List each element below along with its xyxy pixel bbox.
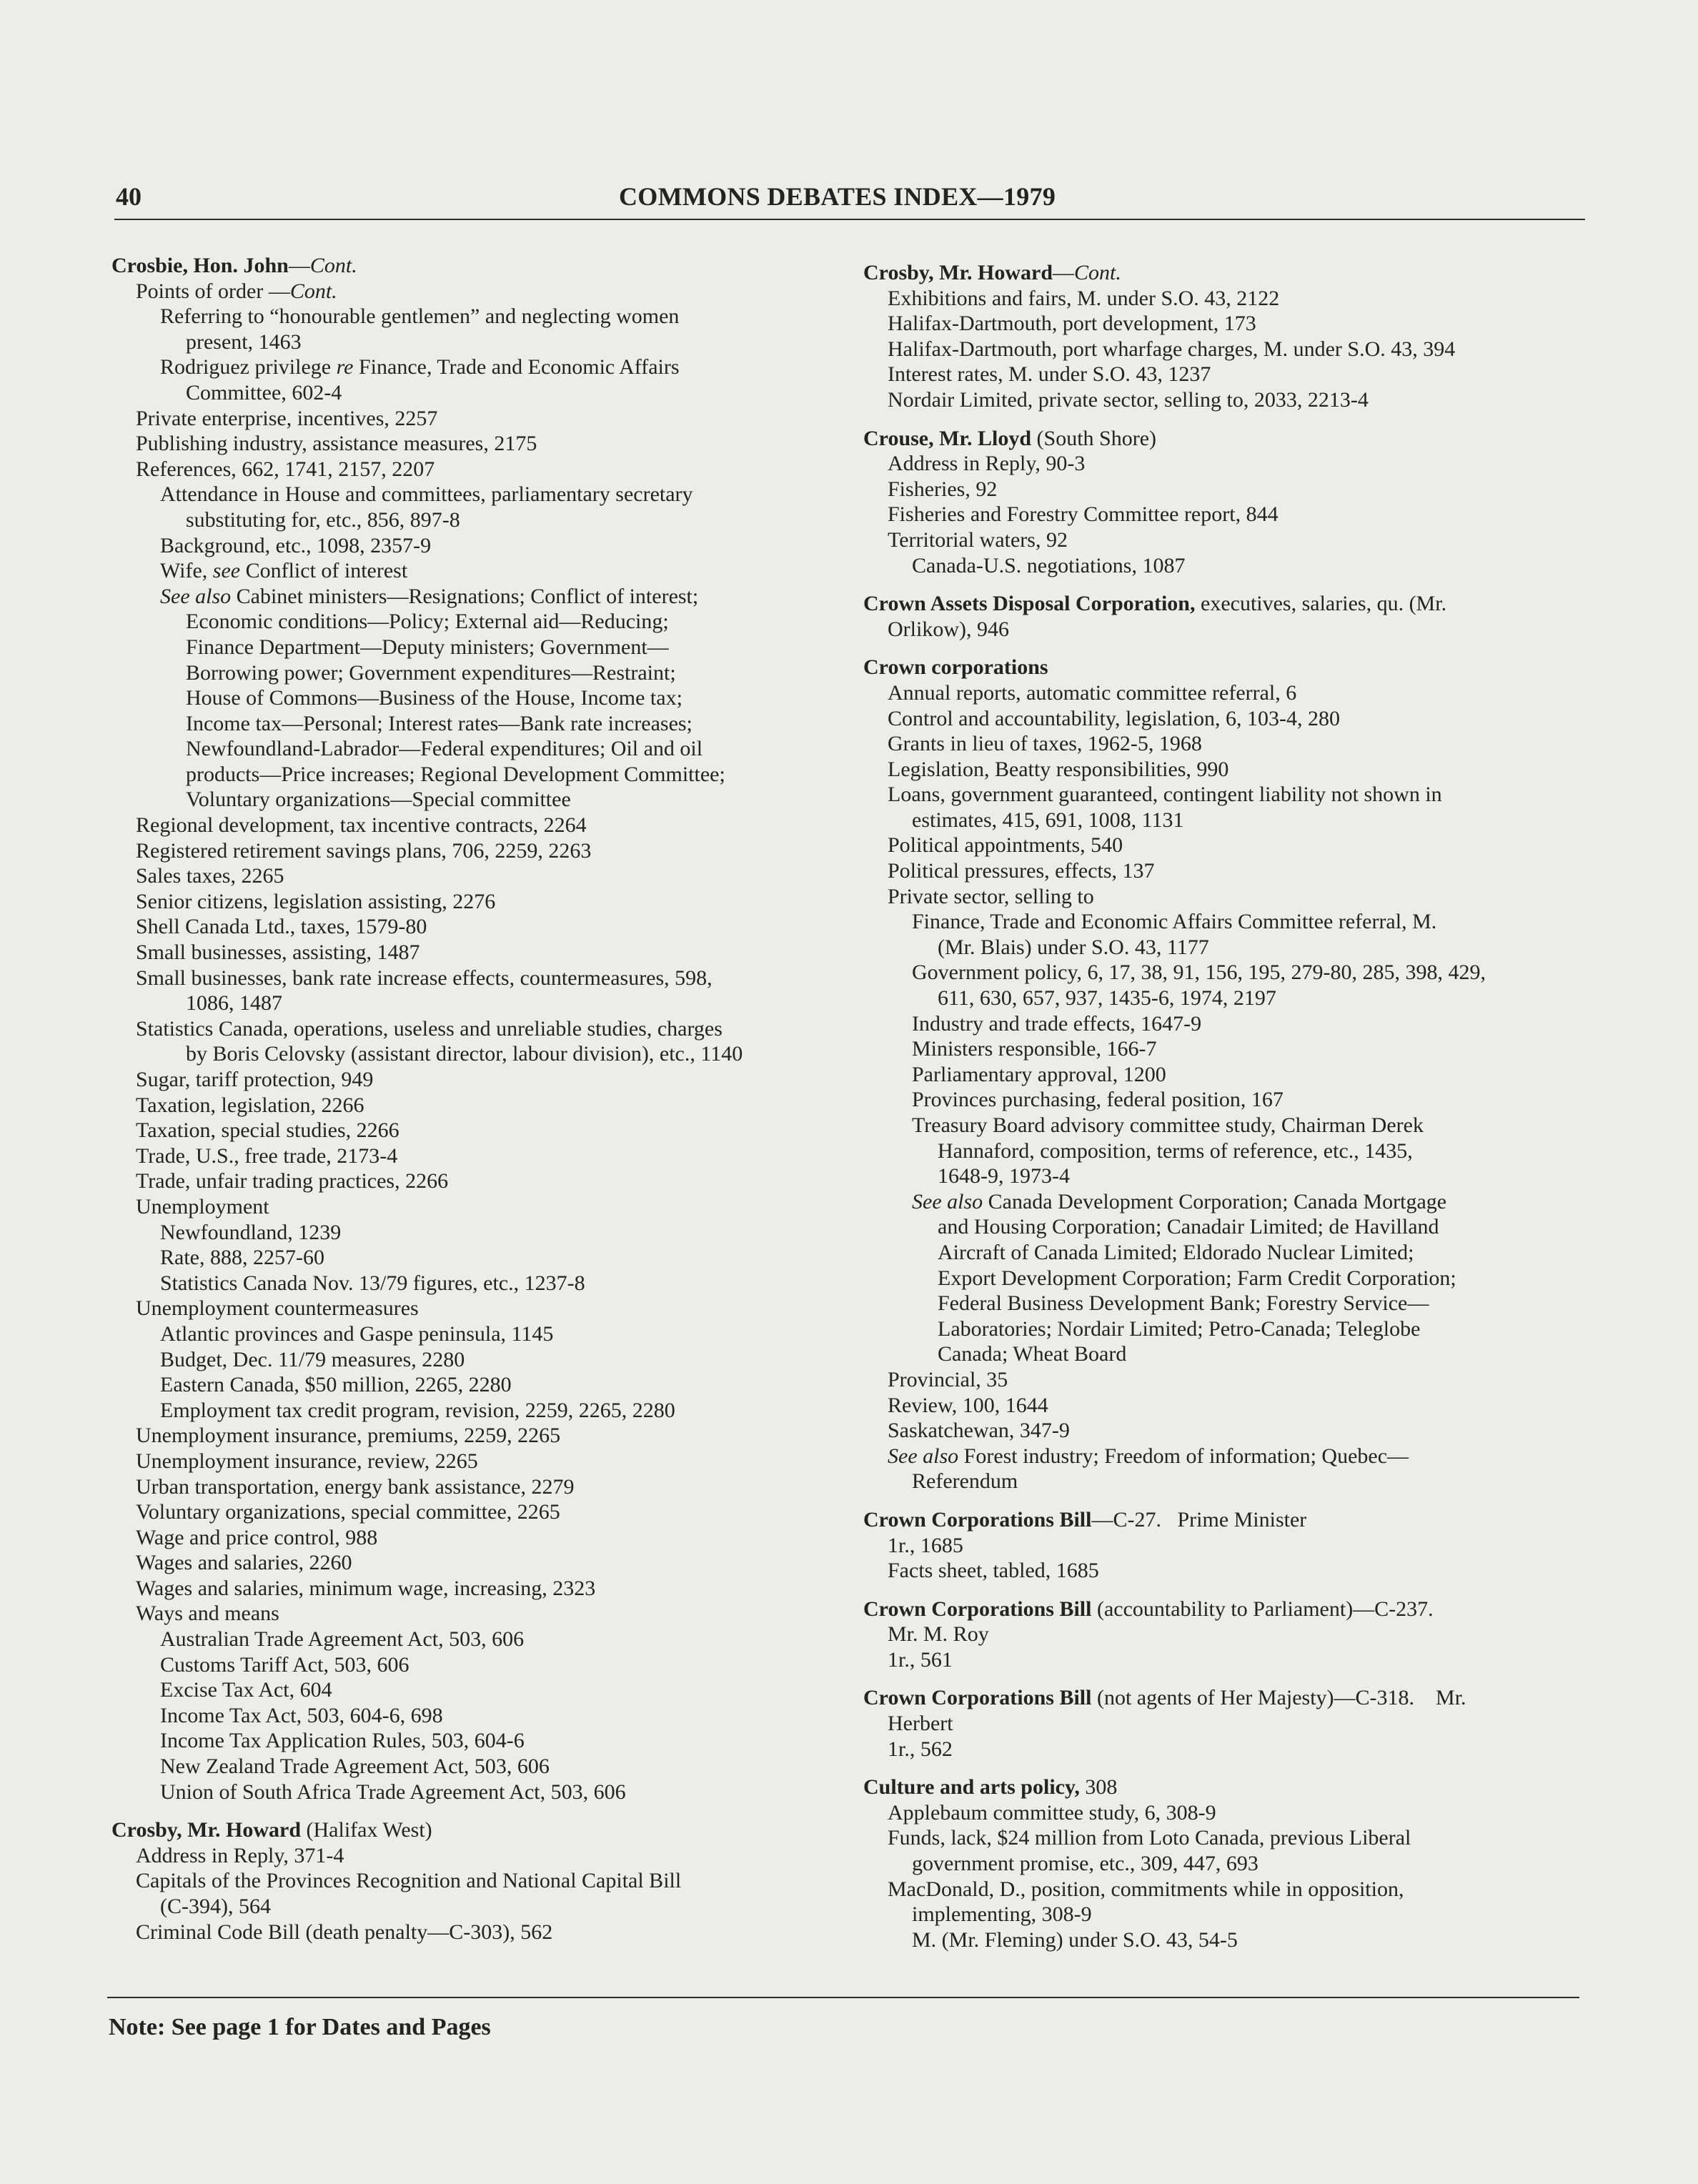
entry-text: 1648-9, 1973-4 bbox=[938, 1164, 1070, 1188]
entry-text: Exhibitions and fairs, M. under S.O. 43, 2122 bbox=[888, 286, 1280, 310]
entry-text: Regional development, tax incentive contracts, 2264 bbox=[136, 813, 587, 838]
index-subentry-line bbox=[111, 1016, 855, 1042]
index-heading-line bbox=[863, 1774, 1592, 1800]
entry-heading-text: Crosbie, Hon. John bbox=[111, 254, 289, 277]
entry-text: 1r., 561 bbox=[888, 1647, 953, 1672]
index-subentry-line bbox=[111, 635, 855, 660]
index-subentry-line bbox=[863, 1622, 1592, 1647]
entry-text: Forest industry; Freedom of information; Quebec— bbox=[958, 1444, 1409, 1468]
entry-text: (South Shore) bbox=[1031, 426, 1157, 450]
index-subentry-line bbox=[863, 1877, 1592, 1902]
index-subentry-line bbox=[111, 1474, 855, 1500]
index-subentry-line bbox=[863, 1393, 1592, 1419]
entry-text: Federal Business Development Bank; Forestry Service— bbox=[938, 1291, 1429, 1316]
entry-text: 1r., 1685 bbox=[888, 1533, 963, 1557]
index-subentry-line bbox=[863, 1558, 1592, 1584]
index-subentry-line bbox=[111, 736, 855, 762]
index-subentry-line bbox=[111, 1347, 855, 1373]
entry-text: Taxation, special studies, 2266 bbox=[136, 1118, 399, 1143]
entry-text: Legislation, Beatty responsibilities, 990 bbox=[888, 757, 1229, 781]
entry-text: Ministers responsible, 166-7 bbox=[912, 1037, 1157, 1061]
index-subentry-line bbox=[111, 457, 855, 482]
index-subentry-line bbox=[863, 311, 1592, 337]
index-subentry-line bbox=[863, 986, 1592, 1011]
index-subentry-line bbox=[863, 680, 1592, 706]
index-subentry-line bbox=[111, 762, 855, 788]
entry-text: Australian Trade Agreement Act, 503, 606 bbox=[160, 1627, 525, 1652]
entry-text: (Halifax West) bbox=[301, 1818, 432, 1842]
entry-text: Fisheries and Forestry Committee report, 844 bbox=[888, 502, 1279, 527]
index-subentry-line bbox=[863, 553, 1592, 579]
entry-text: Laboratories; Nordair Limited; Petro-Canada; Teleglobe bbox=[938, 1316, 1421, 1341]
left-index-column bbox=[111, 253, 855, 1945]
entry-text: Registered retirement savings plans, 706, 2259, 2263 bbox=[136, 838, 592, 863]
index-subentry-line bbox=[863, 960, 1592, 986]
index-subentry-line bbox=[111, 584, 855, 610]
index-subentry-line bbox=[111, 1067, 855, 1093]
footer-rule bbox=[107, 1997, 1579, 1998]
entry-text: Income Tax Act, 503, 604-6, 698 bbox=[160, 1703, 443, 1727]
entry-text: Eastern Canada, $50 million, 2265, 2280 bbox=[160, 1373, 512, 1397]
entry-text: Referendum bbox=[912, 1469, 1018, 1494]
entry-text: Senior citizens, legislation assisting, 2276 bbox=[136, 889, 496, 913]
entry-text: Rodriguez privilege bbox=[160, 355, 337, 379]
entry-text: M. (Mr. Fleming) under S.O. 43, 54-5 bbox=[912, 1927, 1238, 1952]
index-subentry-line bbox=[111, 914, 855, 940]
entry-text: Finance, Trade and Economic Affairs bbox=[353, 355, 680, 379]
entry-text: Employment tax credit program, revision, 2259, 2265, 2280 bbox=[160, 1398, 675, 1422]
index-subentry-line bbox=[111, 787, 855, 813]
index-subentry-line bbox=[863, 1927, 1592, 1953]
index-subentry-line bbox=[111, 1703, 855, 1729]
entry-text: Taxation, legislation, 2266 bbox=[136, 1093, 364, 1117]
index-subentry-line bbox=[863, 884, 1592, 910]
entry-text: present, 1463 bbox=[186, 329, 302, 354]
index-subentry-line bbox=[111, 533, 855, 559]
entry-text: Address in Reply, 371-4 bbox=[136, 1843, 344, 1867]
index-subentry-line bbox=[863, 782, 1592, 808]
entry-text: 1r., 562 bbox=[888, 1737, 953, 1761]
index-subentry-line bbox=[111, 1245, 855, 1271]
index-subentry-line bbox=[863, 1240, 1592, 1266]
entry-text: Voluntary organizations—Special committee bbox=[186, 788, 571, 812]
entry-text: executives, salaries, qu. (Mr. bbox=[1195, 592, 1447, 616]
entry-heading-text: Crosby, Mr. Howard bbox=[111, 1818, 302, 1842]
entry-text: government promise, etc., 309, 447, 693 bbox=[912, 1852, 1258, 1876]
index-subentry-line bbox=[111, 991, 855, 1016]
index-heading-line bbox=[111, 253, 855, 279]
index-subentry-line bbox=[111, 329, 855, 355]
entry-heading-text: Crosby, Mr. Howard bbox=[863, 261, 1053, 284]
right-index-column bbox=[863, 260, 1592, 1952]
index-subentry-line bbox=[863, 1011, 1592, 1037]
entry-text: estimates, 415, 691, 1008, 1131 bbox=[912, 808, 1184, 832]
entry-text: Committee, 602-4 bbox=[186, 380, 342, 404]
entry-text: Voluntary organizations, special committee, 2265 bbox=[136, 1500, 560, 1524]
index-entry bbox=[863, 1685, 1592, 1762]
entry-text: Wages and salaries, 2260 bbox=[136, 1551, 352, 1575]
entry-text: Finance Department—Deputy ministers; Government— bbox=[186, 635, 669, 659]
header-rule bbox=[114, 219, 1585, 220]
index-subentry-line bbox=[863, 757, 1592, 783]
index-entry bbox=[863, 1507, 1592, 1584]
entry-text: Referring to “honourable gentlemen” and neglecting women bbox=[160, 304, 680, 329]
entry-text: Income tax—Personal; Interest rates—Bank rate increases; bbox=[186, 711, 692, 735]
index-subentry-line bbox=[863, 1367, 1592, 1393]
index-subentry-line bbox=[863, 1113, 1592, 1138]
entry-text: Private enterprise, incentives, 2257 bbox=[136, 406, 438, 430]
index-subentry-line bbox=[863, 451, 1592, 477]
index-subentry-line bbox=[111, 406, 855, 432]
index-entry bbox=[863, 1597, 1592, 1673]
entry-text: Attendance in House and committees, parliamentary secretary bbox=[160, 482, 693, 507]
entry-text: Customs Tariff Act, 503, 606 bbox=[160, 1652, 409, 1677]
index-subentry-line bbox=[111, 1754, 855, 1780]
index-subentry-line bbox=[863, 1825, 1592, 1851]
index-subentry-line bbox=[111, 1423, 855, 1449]
index-subentry-line bbox=[111, 1499, 855, 1525]
entry-text: New Zealand Trade Agreement Act, 503, 606 bbox=[160, 1754, 550, 1779]
index-subentry-line bbox=[111, 354, 855, 380]
entry-heading-text: Crown Corporations Bill bbox=[863, 1507, 1092, 1532]
italic-text: See also bbox=[912, 1189, 983, 1213]
index-subentry-line bbox=[863, 808, 1592, 833]
entry-text: Criminal Code Bill (death penalty—C-303), 562 bbox=[136, 1920, 553, 1944]
entry-text: Halifax-Dartmouth, port development, 173 bbox=[888, 312, 1256, 336]
entry-text: Trade, U.S., free trade, 2173-4 bbox=[136, 1143, 398, 1168]
entry-text: Budget, Dec. 11/79 measures, 2280 bbox=[160, 1347, 465, 1371]
index-subentry-line bbox=[111, 1041, 855, 1067]
index-entry bbox=[863, 655, 1592, 1494]
entry-text: Political pressures, effects, 137 bbox=[888, 859, 1155, 883]
entry-text: MacDonald, D., position, commitments while in opposition, bbox=[888, 1877, 1404, 1901]
index-entry bbox=[863, 260, 1592, 413]
index-subentry-line bbox=[863, 1214, 1592, 1240]
entry-text: — bbox=[1053, 261, 1075, 284]
index-subentry-line bbox=[111, 1728, 855, 1754]
index-subentry-line bbox=[863, 1444, 1592, 1469]
entry-text: Halifax-Dartmouth, port wharfage charges, M. under S.O. 43, 394 bbox=[888, 337, 1456, 361]
entry-text: 611, 630, 657, 937, 1435-6, 1974, 2197 bbox=[938, 986, 1276, 1011]
index-subentry-line bbox=[111, 1601, 855, 1627]
index-subentry-line bbox=[111, 1143, 855, 1169]
entry-text: Nordair Limited, private sector, selling to, 2033, 2213-4 bbox=[888, 387, 1369, 412]
entry-text: — bbox=[288, 254, 310, 277]
entry-text: Statistics Canada, operations, useless and unreliable studies, charges bbox=[136, 1016, 723, 1041]
entry-text: Territorial waters, 92 bbox=[888, 527, 1068, 552]
entry-text: Wife, bbox=[160, 559, 213, 583]
index-subentry-line bbox=[863, 1087, 1592, 1113]
entry-text: Small businesses, assisting, 1487 bbox=[136, 940, 420, 965]
index-subentry-line bbox=[111, 1843, 855, 1869]
entry-text: Wage and price control, 988 bbox=[136, 1525, 378, 1549]
index-subentry-line bbox=[111, 1118, 855, 1143]
entry-text: Finance, Trade and Economic Affairs Committee referral, M. bbox=[912, 910, 1437, 934]
index-subentry-line bbox=[863, 1036, 1592, 1062]
index-heading-line bbox=[863, 1685, 1592, 1711]
entry-text: Private sector, selling to bbox=[888, 884, 1094, 908]
index-subentry-line bbox=[863, 1189, 1592, 1215]
index-subentry-line bbox=[111, 1093, 855, 1118]
entry-text: Small businesses, bank rate increase effects, countermeasures, 598, bbox=[136, 966, 713, 990]
index-subentry-line bbox=[111, 940, 855, 966]
entry-text: Applebaum committee study, 6, 308-9 bbox=[888, 1800, 1216, 1825]
index-subentry-line bbox=[111, 507, 855, 533]
index-subentry-line bbox=[111, 1677, 855, 1703]
entry-text: Income Tax Application Rules, 503, 604-6 bbox=[160, 1729, 525, 1753]
entry-text: Fisheries, 92 bbox=[888, 477, 998, 501]
entry-text: Control and accountability, legislation, 6, 103-4, 280 bbox=[888, 706, 1340, 730]
entry-text: Conflict of interest bbox=[240, 559, 408, 583]
index-subentry-line bbox=[111, 813, 855, 838]
index-heading-line bbox=[863, 260, 1592, 286]
index-subentry-line bbox=[111, 1868, 855, 1894]
entry-text: Cabinet ministers—Resignations; Conflict of interest; bbox=[231, 584, 699, 608]
entry-heading-text: Crown Corporations Bill bbox=[863, 1686, 1092, 1710]
index-subentry-line bbox=[111, 1449, 855, 1474]
index-subentry-line bbox=[111, 1194, 855, 1220]
index-subentry-line bbox=[863, 1316, 1592, 1342]
entry-heading-text: Crown Assets Disposal Corporation, bbox=[863, 592, 1196, 616]
index-subentry-line bbox=[111, 1627, 855, 1652]
entry-text: Unemployment countermeasures bbox=[136, 1296, 419, 1321]
entry-text: Urban transportation, energy bank assistance, 2279 bbox=[136, 1474, 575, 1499]
entry-text: Canada-U.S. negotiations, 1087 bbox=[912, 553, 1186, 577]
index-subentry-line bbox=[863, 1711, 1592, 1737]
index-subentry-line bbox=[863, 1533, 1592, 1559]
index-subentry-line bbox=[863, 833, 1592, 858]
index-entry bbox=[863, 1774, 1592, 1952]
entry-heading-text: Crown corporations bbox=[863, 655, 1048, 680]
entry-text: Atlantic provinces and Gaspe peninsula, 1145 bbox=[160, 1321, 554, 1346]
entry-text: Mr. M. Roy bbox=[888, 1622, 989, 1647]
entry-text: Political appointments, 540 bbox=[888, 833, 1123, 858]
index-subentry-line bbox=[111, 1894, 855, 1920]
page-title: COMMONS DEBATES INDEX—1979 bbox=[619, 182, 1056, 211]
index-subentry-line bbox=[111, 711, 855, 737]
entry-text: Orlikow), 946 bbox=[888, 617, 1009, 641]
index-heading-line bbox=[863, 655, 1592, 680]
index-subentry-line bbox=[863, 935, 1592, 961]
italic-text: re bbox=[336, 355, 354, 379]
entry-text: Export Development Corporation; Farm Credit Corporation; bbox=[938, 1266, 1456, 1290]
entry-text: Publishing industry, assistance measures, 2175 bbox=[136, 432, 537, 456]
entry-text: Grants in lieu of taxes, 1962-5, 1968 bbox=[888, 732, 1202, 756]
index-subentry-line bbox=[863, 706, 1592, 732]
entry-text: Capitals of the Provinces Recognition and National Capital Bill bbox=[136, 1869, 682, 1893]
index-subentry-line bbox=[863, 286, 1592, 312]
entry-text: Sugar, tariff protection, 949 bbox=[136, 1068, 374, 1091]
index-subentry-line bbox=[111, 1168, 855, 1194]
index-subentry-line bbox=[863, 362, 1592, 387]
entry-text: Newfoundland, 1239 bbox=[160, 1220, 342, 1244]
entry-text: Funds, lack, $24 million from Loto Canada, previous Liberal bbox=[888, 1826, 1411, 1850]
entry-text: Loans, government guaranteed, contingent liability not shown in bbox=[888, 783, 1442, 807]
entry-text: House of Commons—Business of the House, Income tax; bbox=[186, 686, 682, 710]
index-subentry-line bbox=[863, 1341, 1592, 1367]
entry-text: —C-27. Prime Minister bbox=[1091, 1507, 1307, 1532]
italic-text: See also bbox=[160, 584, 232, 608]
index-subentry-line bbox=[111, 1525, 855, 1551]
entry-text: Interest rates, M. under S.O. 43, 1237 bbox=[888, 362, 1211, 387]
italic-text: Cont. bbox=[309, 254, 357, 277]
index-subentry-line bbox=[863, 1062, 1592, 1088]
index-subentry-line bbox=[863, 1647, 1592, 1673]
index-subentry-line bbox=[111, 685, 855, 711]
index-subentry-line bbox=[863, 1291, 1592, 1316]
index-subentry-line bbox=[111, 304, 855, 329]
entry-text: Aircraft of Canada Limited; Eldorado Nuclear Limited; bbox=[938, 1240, 1414, 1264]
index-entry bbox=[111, 1817, 855, 1945]
entry-text: Rate, 888, 2257-60 bbox=[160, 1246, 324, 1270]
entry-text: Canada; Wheat Board bbox=[938, 1342, 1127, 1366]
entry-text: Facts sheet, tabled, 1685 bbox=[888, 1559, 1099, 1583]
entry-text: by Boris Celovsky (assistant director, labour division), etc., 1140 bbox=[186, 1042, 743, 1066]
entry-text: Government policy, 6, 17, 38, 91, 156, 195, 279-80, 285, 398, 429, bbox=[912, 961, 1486, 985]
entry-text: Newfoundland-Labrador—Federal expenditures; Oil and oil bbox=[186, 737, 703, 761]
entry-text: Ways and means bbox=[136, 1602, 279, 1626]
footer-note: Note: See page 1 for Dates and Pages bbox=[109, 2014, 491, 2040]
italic-text: See also bbox=[888, 1444, 959, 1468]
entry-text: Points of order — bbox=[136, 279, 290, 303]
entry-text: substituting for, etc., 856, 897-8 bbox=[186, 507, 460, 532]
entry-text: References, 662, 1741, 2157, 2207 bbox=[136, 457, 435, 481]
index-heading-line bbox=[863, 1597, 1592, 1622]
index-heading-line bbox=[111, 1817, 855, 1843]
index-subentry-line bbox=[111, 1372, 855, 1398]
entry-text: Canada Development Corporation; Canada Mortgage bbox=[983, 1189, 1447, 1213]
index-subentry-line bbox=[111, 863, 855, 889]
italic-text: Cont. bbox=[1074, 261, 1121, 284]
entry-text: Provincial, 35 bbox=[888, 1367, 1008, 1391]
entry-text: implementing, 308-9 bbox=[912, 1902, 1092, 1927]
entry-text: Hannaford, composition, terms of reference, etc., 1435, bbox=[938, 1138, 1413, 1163]
entry-text: Saskatchewan, 347-9 bbox=[888, 1419, 1070, 1443]
index-subentry-line bbox=[863, 617, 1592, 642]
entry-text: Union of South Africa Trade Agreement Act, 503, 606 bbox=[160, 1780, 626, 1804]
index-subentry-line bbox=[111, 1920, 855, 1945]
entry-heading-text: Crown Corporations Bill bbox=[863, 1597, 1092, 1621]
entry-text: Review, 100, 1644 bbox=[888, 1393, 1048, 1417]
index-subentry-line bbox=[111, 889, 855, 915]
entry-text: Wages and salaries, minimum wage, increasing, 2323 bbox=[136, 1576, 596, 1600]
index-subentry-line bbox=[111, 609, 855, 635]
index-subentry-line bbox=[863, 731, 1592, 757]
entry-text: and Housing Corporation; Canadair Limited; de Havilland bbox=[938, 1215, 1439, 1239]
index-subentry-line bbox=[863, 502, 1592, 527]
entry-text: Annual reports, automatic committee referral, 6 bbox=[888, 680, 1297, 705]
entry-text: Address in Reply, 90-3 bbox=[888, 452, 1086, 476]
index-subentry-line bbox=[863, 1737, 1592, 1762]
index-subentry-line bbox=[111, 1652, 855, 1678]
entry-text: (Mr. Blais) under S.O. 43, 1177 bbox=[938, 935, 1209, 959]
index-subentry-line bbox=[111, 1271, 855, 1296]
index-subentry-line bbox=[111, 431, 855, 457]
index-subentry-line bbox=[111, 838, 855, 864]
index-subentry-line bbox=[863, 1163, 1592, 1189]
entry-text: Shell Canada Ltd., taxes, 1579-80 bbox=[136, 915, 427, 939]
index-subentry-line bbox=[863, 1469, 1592, 1494]
index-entry bbox=[863, 591, 1592, 642]
entry-text: Background, etc., 1098, 2357-9 bbox=[160, 533, 432, 557]
entry-text: Borrowing power; Government expenditures—Restraint; bbox=[186, 660, 676, 685]
entry-text: Sales taxes, 2265 bbox=[136, 864, 284, 888]
index-subentry-line bbox=[111, 660, 855, 686]
index-subentry-line bbox=[111, 1576, 855, 1602]
page-number: 40 bbox=[116, 182, 142, 211]
index-subentry-line bbox=[111, 966, 855, 991]
entry-text: Unemployment insurance, premiums, 2259, 2265 bbox=[136, 1424, 561, 1448]
entry-text: Provinces purchasing, federal position, 167 bbox=[912, 1088, 1284, 1112]
entry-text: (accountability to Parliament)—C-237. bbox=[1091, 1597, 1434, 1621]
index-subentry-line bbox=[111, 558, 855, 584]
index-subentry-line bbox=[111, 380, 855, 406]
entry-text: (C-394), 564 bbox=[160, 1895, 271, 1918]
entry-heading-text: Culture and arts policy, bbox=[863, 1775, 1080, 1800]
index-entry bbox=[863, 426, 1592, 579]
index-heading-line bbox=[863, 591, 1592, 617]
entry-text: (not agents of Her Majesty)—C-318. Mr. bbox=[1091, 1686, 1466, 1710]
entry-text: Unemployment insurance, review, 2265 bbox=[136, 1449, 478, 1473]
entry-text: products—Price increases; Regional Development Committee; bbox=[186, 762, 725, 786]
entry-text: Herbert bbox=[888, 1712, 953, 1736]
entry-text: Statistics Canada Nov. 13/79 figures, etc., 1237-8 bbox=[160, 1271, 585, 1295]
index-subentry-line bbox=[111, 1296, 855, 1321]
index-subentry-line bbox=[111, 1220, 855, 1246]
index-subentry-line bbox=[863, 1418, 1592, 1444]
index-subentry-line bbox=[863, 477, 1592, 502]
entry-text: 1086, 1487 bbox=[186, 991, 282, 1016]
entry-text: Economic conditions—Policy; External aid—Reducing; bbox=[186, 610, 669, 634]
index-subentry-line bbox=[863, 1800, 1592, 1826]
index-subentry-line bbox=[863, 527, 1592, 553]
entry-text: Parliamentary approval, 1200 bbox=[912, 1062, 1166, 1086]
entry-text: 308 bbox=[1079, 1775, 1118, 1800]
index-subentry-line bbox=[863, 1902, 1592, 1927]
index-entry bbox=[111, 253, 855, 1805]
index-subentry-line bbox=[111, 1550, 855, 1576]
index-subentry-line bbox=[863, 1138, 1592, 1164]
index-heading-line bbox=[863, 1507, 1592, 1533]
index-subentry-line bbox=[863, 387, 1592, 413]
index-subentry-line bbox=[111, 279, 855, 304]
index-subentry-line bbox=[863, 337, 1592, 362]
entry-heading-text: Crouse, Mr. Lloyd bbox=[863, 426, 1032, 450]
italic-text: see bbox=[212, 559, 241, 583]
italic-text: Cont. bbox=[289, 279, 337, 303]
index-subentry-line bbox=[111, 482, 855, 507]
entry-text: Treasury Board advisory committee study, Chairman Derek bbox=[912, 1113, 1424, 1137]
entry-text: Unemployment bbox=[136, 1194, 269, 1218]
entry-text: Industry and trade effects, 1647-9 bbox=[912, 1011, 1202, 1036]
index-subentry-line bbox=[863, 858, 1592, 884]
index-subentry-line bbox=[863, 909, 1592, 935]
index-subentry-line bbox=[863, 1266, 1592, 1291]
entry-text: Trade, unfair trading practices, 2266 bbox=[136, 1169, 449, 1193]
index-heading-line bbox=[863, 426, 1592, 452]
index-subentry-line bbox=[863, 1851, 1592, 1877]
entry-text: Excise Tax Act, 604 bbox=[160, 1678, 332, 1702]
index-subentry-line bbox=[111, 1398, 855, 1424]
index-subentry-line bbox=[111, 1321, 855, 1347]
index-subentry-line bbox=[111, 1780, 855, 1805]
